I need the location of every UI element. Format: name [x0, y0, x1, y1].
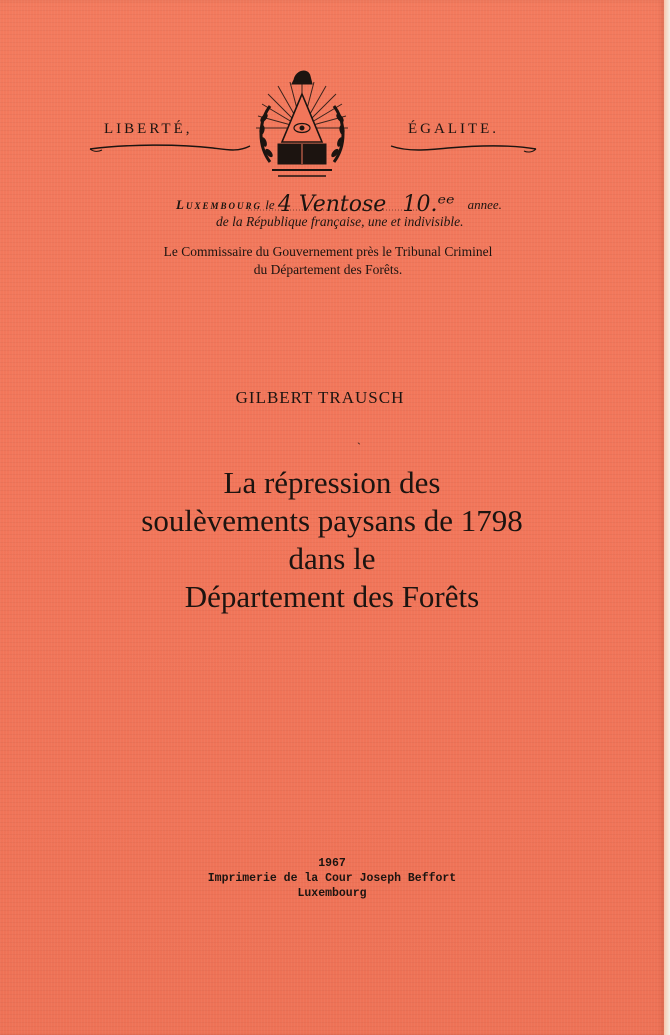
page-edge: [664, 0, 670, 1035]
imprint-printer: Imprimerie de la Cour Joseph Beffort: [207, 872, 457, 885]
imprint-year: 1967: [318, 857, 346, 870]
right-swash-ornament: [388, 140, 538, 156]
republic-line: de la République française, une et indivisible.: [216, 214, 464, 229]
dateline-city: Luxembourg: [176, 197, 262, 212]
author-name: GILBERT TRAUSCH: [235, 388, 405, 407]
imprint-city: Luxembourg: [297, 887, 367, 900]
commissaire-heading: [0, 244, 664, 278]
motto-egalite: ÉGALITE.: [408, 121, 500, 137]
stray-mark: `: [357, 440, 361, 454]
title-line: Département des Forêts: [184, 579, 480, 614]
republican-seal-icon: [248, 66, 356, 184]
handwritten-year: 10.ᵉᵉ: [402, 192, 455, 217]
date-underline: [248, 207, 418, 213]
handwritten-date: 4 Ventose: [277, 192, 387, 217]
title-line: soulèvements paysans de 1798: [141, 503, 523, 538]
title-line: dans le: [288, 541, 376, 576]
dateline-annee: annee.: [467, 197, 502, 212]
commissaire-line-1: Le Commissaire du Gouvernement près le Tribunal Criminel: [163, 244, 493, 259]
dateline-le: le: [265, 197, 275, 212]
commissaire-line-2: du Département des Forêts.: [253, 262, 403, 277]
imprint: [0, 856, 664, 901]
book-title: [0, 464, 664, 616]
left-swash-ornament: [88, 140, 253, 156]
title-line: La répression des: [223, 465, 441, 500]
motto-liberte: LIBERTÉ,: [104, 121, 193, 137]
